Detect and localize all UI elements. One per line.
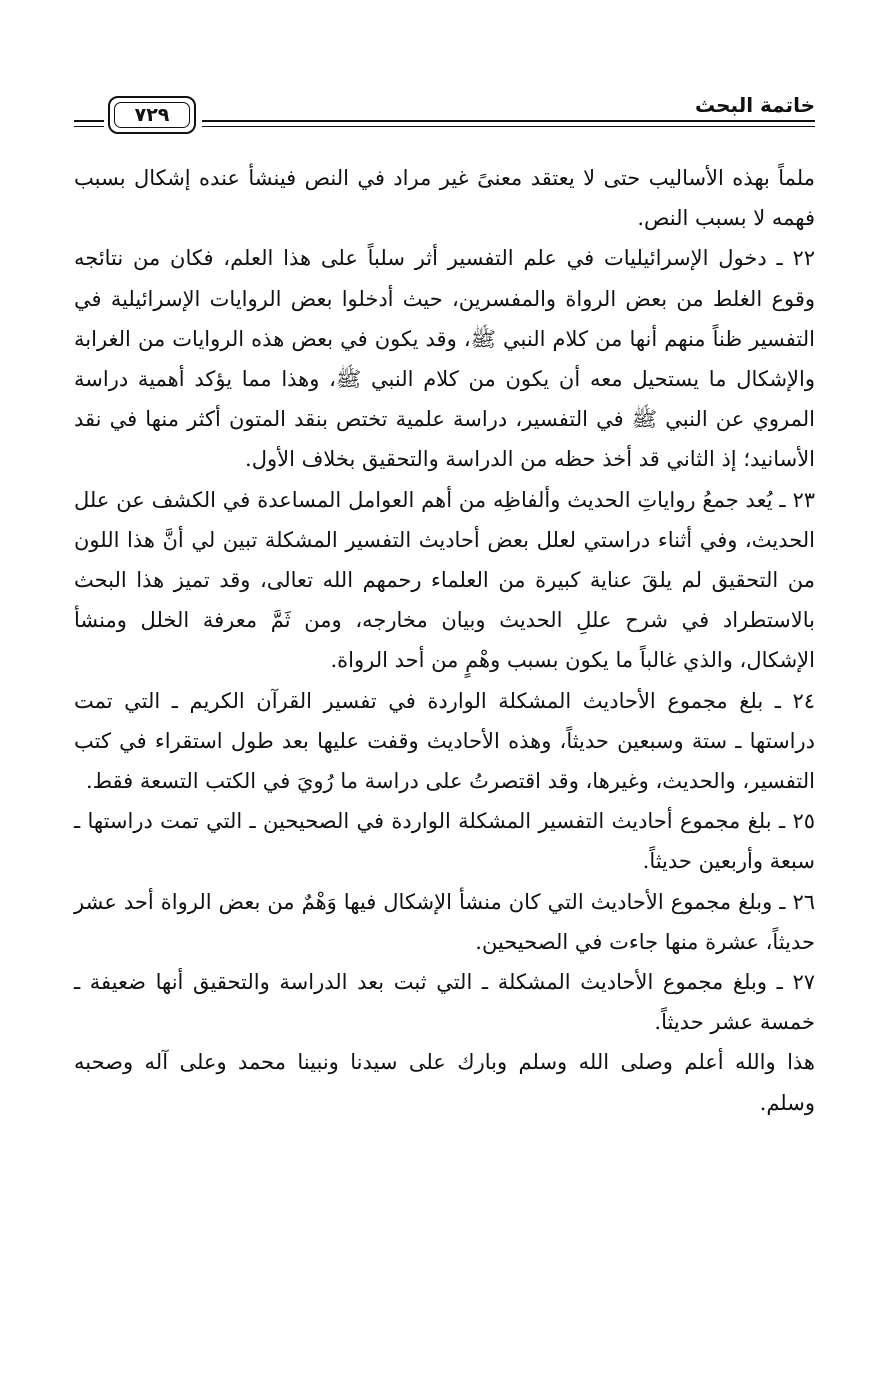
body-text: [74, 158, 815, 1123]
paragraph-23: ٢٣ ـ يُعد جمعُ رواياتِ الحديث وألفاظِه من أهم العوامل المساعدة في الكشف عن علل الحديث، وفي أثناء دراستي لعلل بعض أحاديث التفسير المشكلة تبين لي أنَّ هذا اللون من التحقيق لم يلقَ عناية كبيرة من العلماء رحمهم الله تعالى، وقد تميز هذا البحث بالاستطراد في شرح عللِ الحديث وبيان مخارجه، ومن ثَمَّ معرفة الخلل ومنشأ الإشكال، والذي غالباً ما يكون بسبب وهْمٍ من أحد الرواة.: [74, 487, 815, 673]
page-number: ٧٢٩: [114, 102, 190, 128]
header-rule: [202, 120, 815, 122]
paragraph-26: ٢٦ ـ وبلغ مجموع الأحاديث التي كان منشأ الإشكال فيها وَهْمٌ من بعض الرواة أحد عشر حديثاً، عشرة منها جاءت في الصحيحين.: [74, 889, 815, 954]
closing-paragraph: هذا والله أعلم وصلى الله وسلم وبارك على سيدنا ونبينا محمد وعلى آله وصحبه وسلم.: [74, 1050, 815, 1115]
paragraph-24: ٢٤ ـ بلغ مجموع الأحاديث المشكلة الواردة في تفسير القرآن الكريم ـ التي تمت دراستها ـ ستة وسبعين حديثاً، وهذه الأحاديث وقفت عليها بعد طول استقراء في كتب التفسير، والحديث، وغيرها، وقد اقتصرتُ على دراسة ما رُويَ في الكتب التسعة فقط.: [74, 688, 815, 794]
paragraph-22: ٢٢ ـ دخول الإسرائيليات في علم التفسير أثر سلباً على هذا العلم، فكان من نتائجه وقوع الغلط من بعض الرواة والمفسرين، حيث أدخلوا بعض الروايات الإسرائيلية في التفسير ظناً منهم أنها من كلام النبي ﷺ، وقد يكون في بعض هذه الروايات من الغرابة والإشكال ما يستحيل معه أن يكون من كلام النبي ﷺ، وهذا مما يؤكد أهمية دراسة المروي عن النبي ﷺ في التفسير، دراسة علمية تختص بنقد المتون أكثر منها في نقد الأسانيد؛ إذ الثاني قد أخذ حظه من الدراسة والتحقيق بخلاف الأول.: [74, 246, 815, 472]
page-number-frame: [108, 96, 196, 134]
header-rule-left: [74, 120, 104, 122]
header-rule-thin: [202, 126, 815, 127]
paragraph-continuation: ملماً بهذه الأساليب حتى لا يعتقد معنىً غير مراد في النص فينشأ عنده إشكال بسبب فهمه لا بسبب النص.: [74, 166, 815, 231]
paragraph-27: ٢٧ ـ وبلغ مجموع الأحاديث المشكلة ـ التي ثبت بعد الدراسة والتحقيق أنها ضعيفة ـ خمسة عشر حديثاً.: [74, 970, 815, 1035]
header-rule-left-thin: [74, 126, 104, 127]
paragraph-25: ٢٥ ـ بلغ مجموع أحاديث التفسير المشكلة الواردة في الصحيحين ـ التي تمت دراستها ـ سبعة وأربعين حديثاً.: [74, 809, 815, 874]
running-title: خاتمة البحث: [694, 93, 815, 117]
page-header: [74, 90, 815, 138]
